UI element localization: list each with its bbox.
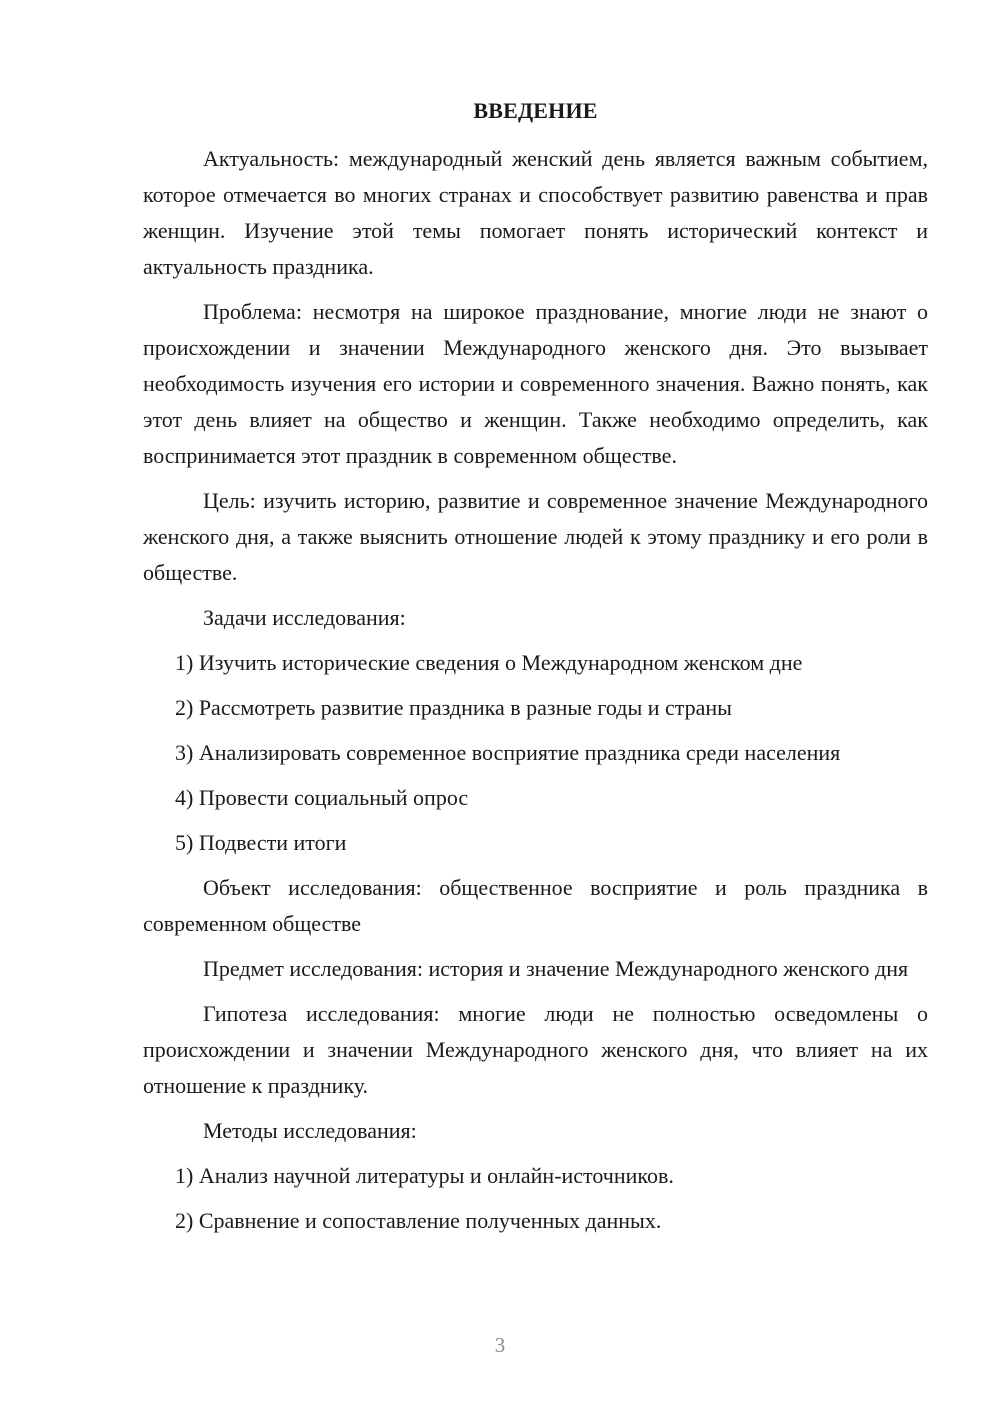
task-item: 2) Рассмотреть развитие праздника в разные годы и страны	[175, 695, 732, 720]
task-item: 3) Анализировать современное восприятие праздника среди населения	[175, 740, 841, 765]
page-number: 3	[494, 1333, 506, 1357]
subject-paragraph: Предмет исследования: история и значение Международного женского дня	[203, 956, 909, 981]
task-item: 5) Подвести итоги	[175, 830, 347, 855]
object-paragraph: Объект исследования: общественное восприятие и роль праздника в современном обществе	[143, 875, 928, 936]
task-item: 4) Провести социальный опрос	[175, 785, 469, 810]
section-title: ВВЕДЕНИЕ	[473, 98, 598, 123]
method-item: 1) Анализ научной литературы и онлайн-источников.	[175, 1163, 674, 1188]
hypothesis-paragraph: Гипотеза исследования: многие люди не полностью осведомлены о происхождении и значении Международного женского дня, что влияет на их отношение к празднику.	[143, 1001, 928, 1098]
page-content	[143, 93, 928, 1248]
tasks-heading: Задачи исследования:	[203, 605, 406, 630]
relevance-paragraph: Актуальность: международный женский день является важным событием, которое отмечается во многих странах и способствует развитию равенства и прав женщин. Изучение этой темы помогает понять исторический контекст и актуальность праздника.	[143, 146, 928, 279]
problem-paragraph: Проблема: несмотря на широкое празднование, многие люди не знают о происхождении и значении Международного женского дня. Это вызывает необходимость изучения его истории и современного значения. Важно понять, как этот день влияет на общество и женщин. Также необходимо определить, как воспринимается этот праздник в современном обществе.	[143, 299, 928, 468]
task-item: 1) Изучить исторические сведения о Международном женском дне	[175, 650, 803, 675]
methods-heading: Методы исследования:	[203, 1118, 417, 1143]
method-item: 2) Сравнение и сопоставление полученных данных.	[175, 1208, 662, 1233]
goal-paragraph: Цель: изучить историю, развитие и современное значение Международного женского дня, а также выяснить отношение людей к этому празднику и его роли в обществе.	[143, 488, 928, 585]
